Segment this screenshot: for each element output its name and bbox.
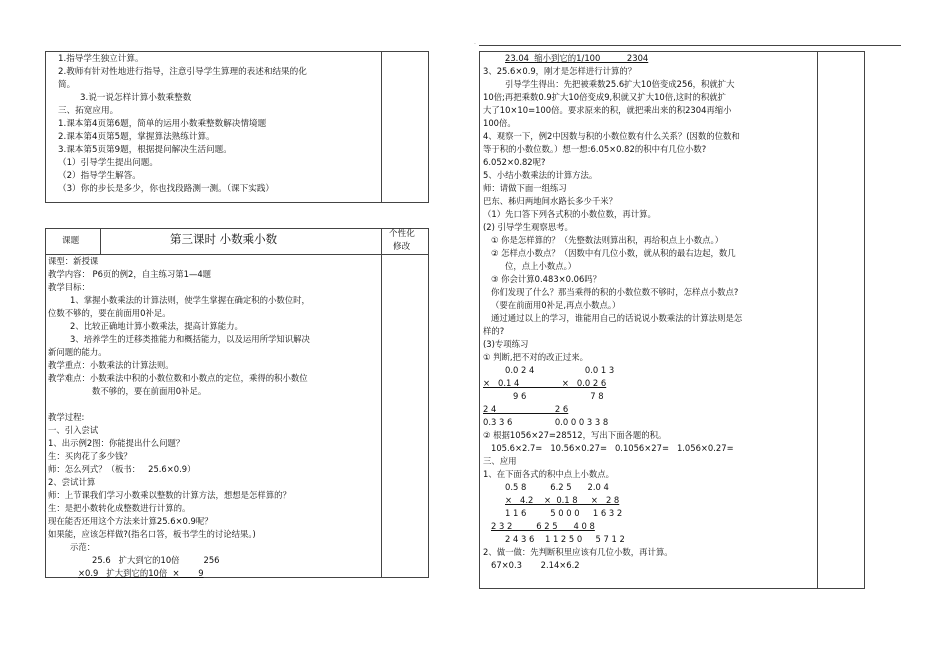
text-line: 课型：新授课 xyxy=(48,256,99,266)
top-mark: . xyxy=(474,39,476,46)
right-content xyxy=(483,52,816,572)
calc-line: 2 4 2 6 xyxy=(483,404,569,414)
text-line: 2.课本第4页第5题，掌握算法熟练计算。 xyxy=(58,132,215,142)
text-line: 数不够的，要在前面用0补足。 xyxy=(92,386,207,396)
calc-line: 0.0 2 4 0.0 1 3 xyxy=(505,365,615,375)
text-line: 示范： xyxy=(70,542,96,552)
text-line: 新问题的能力。 xyxy=(48,347,107,357)
text-line: 等于积的小数位数。）想一想:6.05×0.82的积中有几位小数? xyxy=(483,144,707,154)
text-line: 105.6×2.7= 10.56×0.27= 0.1056×27= 1.056×0.27= xyxy=(491,443,734,453)
personal-label-2: 修改 xyxy=(393,242,411,252)
course-label: 课题 xyxy=(62,236,80,246)
text-line: 巴东、秭归两地间水路长多少千米？ xyxy=(483,196,617,206)
text-line: 三、拓宽应用。 xyxy=(58,106,119,116)
text-line: (3)专项练习 xyxy=(483,339,529,349)
left-top-content xyxy=(50,53,380,196)
text-line: 2、做一做：先判断积里应该有几位小数，再计算。 xyxy=(483,547,673,557)
right-personal-divider xyxy=(817,51,818,589)
text-line: 通过通过以上的学习，谁能用自己的话说说小数乘法的计算法则是怎 xyxy=(491,313,743,323)
text-line: ② 怎样点小数点？（因数中有几位小数，就从积的最右边起，数几 xyxy=(491,248,736,258)
text-line: 位数不够的，要在前面用0补足。 xyxy=(48,308,171,318)
text-line: 23.04 缩小到它的1/100 2304 xyxy=(505,53,649,63)
text-line: 样的? xyxy=(483,326,505,336)
text-line: （2）指导学生解答。 xyxy=(58,171,141,181)
text-line: 位，点上小数点。） xyxy=(505,261,577,271)
text-line: ×0.9 扩大到它的10倍 × 9 xyxy=(78,568,204,578)
calc-line: × 4.2 × 0.1 8 × 2 8 xyxy=(505,495,620,505)
calc-line: 0.5 8 6.2 5 2.0 4 xyxy=(505,482,609,492)
text-line: 1.指导学生独立计算。 xyxy=(58,54,144,64)
text-line: 简。 xyxy=(58,80,76,90)
text-line: 教学过程: xyxy=(48,412,85,422)
text-line: 3.课本第5页第9题，根据提问解决生活问题。 xyxy=(58,145,232,155)
text-line: 如果能，应该怎样做?(指名口答，板书学生的讨论结果。) xyxy=(48,529,256,539)
lesson-label-divider xyxy=(100,228,101,254)
text-line: 100倍。 xyxy=(483,118,516,128)
text-line: 师：上节课我们学习小数乘以整数的计算方法，想想是怎样算的？ xyxy=(48,490,291,500)
text-line: 教学目标： xyxy=(48,282,90,292)
text-line: 2.教师有针对性地进行指导，注意引导学生算理的表述和结果的化 xyxy=(58,67,307,77)
text-line: 3.说一说怎样计算小数乘整数 xyxy=(80,93,192,103)
text-line: 师：怎么列式？（板书： 25.6×0.9） xyxy=(48,464,196,474)
text-line: 现在能否还用这个方法来计算25.6×0.9呢？ xyxy=(48,516,213,526)
text-line: 生：买肉花了多少钱？ xyxy=(48,451,132,461)
lesson-title: 第三课时 小数乘小数 xyxy=(170,232,278,246)
calc-line: 0.3 3 6 0.0 0 0 3 3 8 xyxy=(483,417,609,427)
personal-label-1: 个性化 xyxy=(389,229,415,239)
text-line: 67×0.3 2.14×6.2 xyxy=(491,560,580,570)
text-line: 10倍;再把乘数0.9扩大10倍变成9,积就又扩大10倍,这时的积就扩 xyxy=(483,92,727,102)
text-line: 1、在下面各式的积中点上小数点。 xyxy=(483,469,614,479)
text-line: 一、引入尝试 xyxy=(48,425,99,435)
text-line: 师：请做下面一组练习 xyxy=(483,183,567,193)
text-line: （3）你的步长是多少，你也找段路测一测。（课下实践） xyxy=(58,184,275,194)
calc-line: 1 1 6 5 0 0 0 1 6 3 2 xyxy=(505,508,623,518)
text-line: 1、出示例2图：你能提出什么问题？ xyxy=(48,438,185,448)
text-line: 2、比较正确地计算小数乘法，提高计算能力。 xyxy=(70,321,243,331)
calc-line: 9 6 7 8 xyxy=(513,391,604,401)
text-line: 2、尝试计算 xyxy=(48,477,96,487)
text-line: 3、25.6×0.9，刚才是怎样进行计算的？ xyxy=(483,66,637,76)
text-line: （要在前面用0补足,再点小数点。） xyxy=(491,300,621,310)
text-line: ① 判断,把不对的改正过来。 xyxy=(483,352,588,362)
text-line: 4、观察一下，例2中因数与积的小数位数有什么关系？(因数的位数和 xyxy=(483,131,740,141)
text-line: 25.6 扩大到它的10倍 256 xyxy=(92,555,220,565)
text-line: 教学难点：小数乘法中积的小数位数和小数点的定位，乘得的积小数位 xyxy=(48,373,308,383)
text-line: 引导学生得出：先把被乘数25.6扩大10倍变成256，积就扩大 xyxy=(505,79,735,89)
text-line: (2) 引导学生观察思考。 xyxy=(483,222,573,232)
text-line: 三、应用 xyxy=(483,456,517,466)
text-line: （1）引导学生提出问题。 xyxy=(58,158,158,168)
text-line xyxy=(48,398,380,411)
text-line: ② 根据1056×27=28512，写出下面各题的积。 xyxy=(483,430,667,440)
calc-line: 2 4 3 6 1 1 2 5 0 5 7 1 2 xyxy=(505,534,625,544)
text-line: （1）先口答下列各式积的小数位数，再计算。 xyxy=(483,209,656,219)
text-line: 1、掌握小数乘法的计算法则，使学生掌握在确定积的小数位时， xyxy=(70,295,310,305)
text-line: 教学内容： P6页的例2，自主练习第1—4题 xyxy=(48,269,212,279)
calc-line: 2 3 2 6 2 5 4 0 8 xyxy=(491,521,595,531)
text-line: 大了10×10=100倍。要求原来的积，就把乘出来的积2304再缩小 xyxy=(483,105,732,115)
text-line: ① 你是怎样算的？（先整数法则算出积，再给积点上小数点。） xyxy=(491,235,724,245)
text-line: 3、培养学生的迁移类推能力和概括能力，以及运用所学知识解决 xyxy=(70,334,310,344)
left-top-divider xyxy=(381,51,382,203)
text-line: 6.052×0.82呢? xyxy=(483,157,546,167)
text-line: ③ 你会计算0.483×0.06吗？ xyxy=(491,274,602,284)
text-line: 你们发现了什么？那当乘得的积的小数位数不够时，怎样点小数点? xyxy=(491,287,739,297)
lesson-content xyxy=(48,255,380,580)
text-line: 教学重点：小数乘法的计算法则。 xyxy=(48,360,174,370)
text-line: 生：是把小数转化成整数进行计算的。 xyxy=(48,503,191,513)
text-line: 1.课本第4页第6题，简单的运用小数乘整数解决情境题 xyxy=(58,119,267,129)
calc-line: × 0.1 4 × 0.0 2 6 xyxy=(483,378,607,388)
text-line: 5、小结小数乘法的计算方法。 xyxy=(483,170,598,180)
lesson-personal-divider xyxy=(381,228,382,578)
top-rule xyxy=(479,45,901,46)
